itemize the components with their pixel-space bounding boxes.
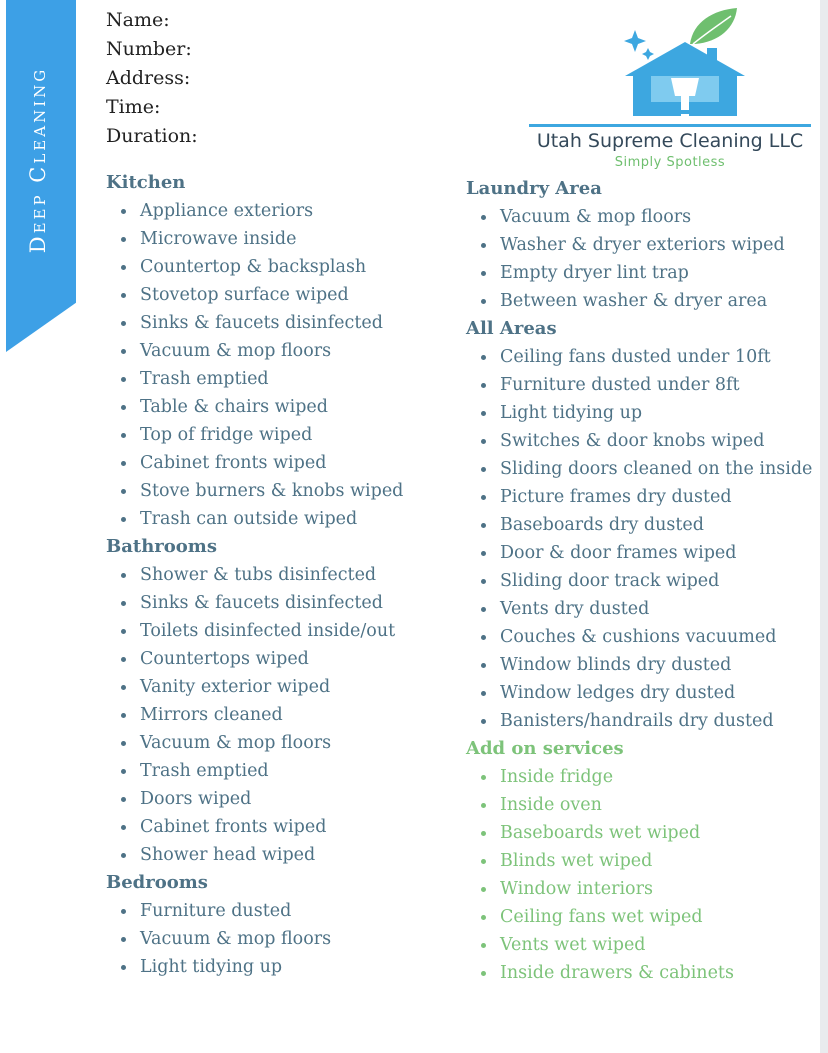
info-name-label: Name:: [106, 9, 170, 31]
ribbon-title: Deep Cleaning: [26, 66, 50, 254]
bedrooms-list: [106, 897, 403, 981]
list-item: Stovetop surface wiped: [106, 281, 403, 309]
section-heading-kitchen: Kitchen: [106, 172, 186, 193]
list-item: Top of fridge wiped: [106, 421, 403, 449]
right-column: [466, 175, 812, 987]
list-item: Vacuum & mop floors: [106, 337, 403, 365]
list-item: Ceiling fans dusted under 10ft: [466, 343, 812, 371]
list-item: Vacuum & mop floors: [106, 925, 403, 953]
list-item: Vents dry dusted: [466, 595, 812, 623]
list-item: Couches & cushions vacuumed: [466, 623, 812, 651]
company-name: Utah Supreme Cleaning LLC: [536, 130, 804, 152]
list-item: Trash emptied: [106, 365, 403, 393]
list-item: Furniture dusted under 8ft: [466, 371, 812, 399]
list-item: Shower head wiped: [106, 841, 403, 869]
list-item: Baseboards wet wiped: [466, 819, 812, 847]
list-item: Sliding doors cleaned on the inside: [466, 455, 812, 483]
list-item: Shower & tubs disinfected: [106, 561, 403, 589]
house-broom-icon: [525, 4, 815, 130]
list-item: Banisters/handrails dry dusted: [466, 707, 812, 735]
list-item: Cabinet fronts wiped: [106, 449, 403, 477]
list-item: Inside oven: [466, 791, 812, 819]
list-item: Window interiors: [466, 875, 812, 903]
list-item: Between washer & dryer area: [466, 287, 812, 315]
list-item: Trash emptied: [106, 757, 403, 785]
client-info-block: [106, 8, 198, 153]
kitchen-list: [106, 197, 403, 533]
list-item: Window ledges dry dusted: [466, 679, 812, 707]
list-item: Countertops wiped: [106, 645, 403, 673]
list-item: Ceiling fans wet wiped: [466, 903, 812, 931]
section-heading-bedrooms: Bedrooms: [106, 872, 208, 893]
list-item: Empty dryer lint trap: [466, 259, 812, 287]
list-item: Table & chairs wiped: [106, 393, 403, 421]
list-item: Vents wet wiped: [466, 931, 812, 959]
list-item: Window blinds dry dusted: [466, 651, 812, 679]
list-item: Light tidying up: [466, 399, 812, 427]
info-duration-label: Duration:: [106, 125, 198, 147]
section-heading-all-areas: All Areas: [466, 318, 557, 339]
list-item: Countertop & backsplash: [106, 253, 403, 281]
list-item: Furniture dusted: [106, 897, 403, 925]
list-item: Light tidying up: [106, 953, 403, 981]
info-time-label: Time:: [106, 96, 161, 118]
list-item: Stove burners & knobs wiped: [106, 477, 403, 505]
list-item: Trash can outside wiped: [106, 505, 403, 533]
bathrooms-list: [106, 561, 403, 869]
list-item: Vacuum & mop floors: [106, 729, 403, 757]
info-number-label: Number:: [106, 38, 192, 60]
list-item: Picture frames dry dusted: [466, 483, 812, 511]
list-item: Mirrors cleaned: [106, 701, 403, 729]
list-item: Baseboards dry dusted: [466, 511, 812, 539]
list-item: Doors wiped: [106, 785, 403, 813]
list-item: Microwave inside: [106, 225, 403, 253]
list-item: Vacuum & mop floors: [466, 203, 812, 231]
company-logo: [525, 4, 815, 174]
list-item: Appliance exteriors: [106, 197, 403, 225]
list-item: Door & door frames wiped: [466, 539, 812, 567]
laundry-list: [466, 203, 812, 315]
list-item: Blinds wet wiped: [466, 847, 812, 875]
info-address-label: Address:: [106, 67, 191, 89]
list-item: Sinks & faucets disinfected: [106, 309, 403, 337]
section-heading-bathrooms: Bathrooms: [106, 536, 217, 557]
list-item: Vanity exterior wiped: [106, 673, 403, 701]
company-tagline: Simply Spotless: [614, 155, 726, 170]
list-item: Washer & dryer exteriors wiped: [466, 231, 812, 259]
all-areas-list: [466, 343, 812, 735]
list-item: Inside drawers & cabinets: [466, 959, 812, 987]
list-item: Inside fridge: [466, 763, 812, 791]
list-item: Switches & door knobs wiped: [466, 427, 812, 455]
list-item: Cabinet fronts wiped: [106, 813, 403, 841]
list-item: Toilets disinfected inside/out: [106, 617, 403, 645]
list-item: Sinks & faucets disinfected: [106, 589, 403, 617]
add-on-services-list: [466, 763, 812, 987]
section-heading-add-ons: Add on services: [466, 738, 624, 759]
left-column: [106, 169, 403, 981]
section-heading-laundry: Laundry Area: [466, 178, 602, 199]
list-item: Sliding door track wiped: [466, 567, 812, 595]
